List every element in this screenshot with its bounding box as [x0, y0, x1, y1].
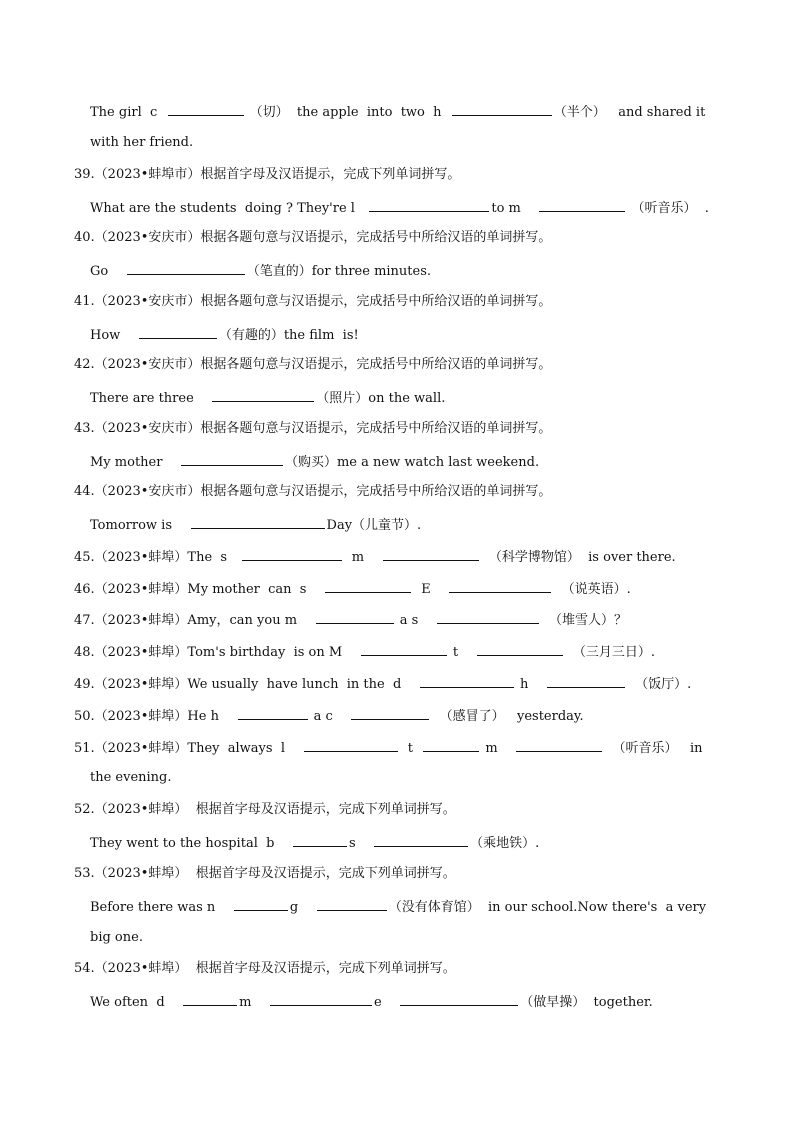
answer-blank[interactable]: [374, 833, 468, 847]
answer-blank[interactable]: [351, 706, 429, 720]
line-text: 48.（2023•蚌埠）Tom's birthday is on M: [74, 645, 359, 660]
question-line: [74, 674, 691, 692]
line-text: （做早操） together.: [520, 995, 653, 1010]
answer-blank[interactable]: [317, 897, 387, 911]
question-line: [74, 610, 627, 628]
line-text: s: [348, 836, 373, 851]
answer-blank[interactable]: [183, 992, 237, 1006]
question-header: [74, 801, 456, 819]
line-text: t: [399, 741, 422, 756]
line-text: Before there was n: [90, 900, 232, 915]
question-line: [74, 579, 631, 597]
line-text: My mother: [90, 455, 179, 470]
line-text: t: [448, 645, 475, 660]
line-text: （饭厅）.: [626, 677, 692, 692]
line-text: （购买）me a new watch last weekend.: [284, 455, 540, 470]
answer-blank[interactable]: [449, 579, 551, 593]
line-text: （照片）on the wall.: [316, 391, 446, 406]
question-header: [74, 356, 551, 374]
line-text: They went to the hospital b: [90, 836, 291, 851]
line-text: （半个） and shared it: [553, 105, 706, 120]
exercise-line: [90, 769, 172, 787]
line-text: 49.（2023•蚌埠）We usually have lunch in the d: [74, 677, 418, 692]
line-text: 40.（2023•安庆市）根据各题句意与汉语提示，完成括号中所给汉语的单词拼写。: [74, 230, 552, 245]
line-text: the evening.: [90, 770, 172, 785]
question-header: [74, 865, 456, 883]
exercise-line: [90, 134, 193, 152]
exercise-line: [90, 452, 539, 470]
question-line: [74, 547, 676, 565]
line-text: 42.（2023•安庆市）根据各题句意与汉语提示，完成括号中所给汉语的单词拼写。: [74, 357, 552, 372]
line-text: m: [343, 550, 381, 565]
answer-blank[interactable]: [539, 198, 625, 212]
exercise-line: [90, 198, 709, 216]
line-text: h: [515, 677, 545, 692]
answer-blank[interactable]: [369, 198, 489, 212]
line-text: （感冒了） yesterday.: [431, 709, 584, 724]
answer-blank[interactable]: [304, 738, 398, 752]
question-line: [74, 738, 703, 756]
line-text: m: [481, 741, 515, 756]
line-text: 43.（2023•安庆市）根据各题句意与汉语提示，完成括号中所给汉语的单词拼写。: [74, 421, 552, 436]
line-text: 53.（2023•蚌埠） 根据首字母及汉语提示，完成下列单词拼写。: [74, 866, 456, 881]
answer-blank[interactable]: [293, 833, 347, 847]
answer-blank[interactable]: [516, 738, 602, 752]
exercise-line: [90, 388, 445, 406]
line-text: （听音乐） .: [627, 201, 709, 216]
line-text: Tomorrow is: [90, 518, 189, 533]
question-header: [74, 960, 456, 978]
line-text: big one.: [90, 930, 143, 945]
answer-blank[interactable]: [181, 452, 283, 466]
line-text: （切） the apple into two h: [245, 105, 450, 120]
line-text: （堆雪人）？: [540, 613, 628, 628]
line-text: Day（儿童节）.: [326, 518, 422, 533]
exercise-line: [90, 992, 653, 1010]
answer-blank[interactable]: [420, 674, 514, 688]
exercise-line: [90, 929, 143, 947]
line-text: 50.（2023•蚌埠）He h: [74, 709, 236, 724]
line-text: 47.（2023•蚌埠）Amy，can you m: [74, 613, 314, 628]
line-text: a s: [395, 613, 435, 628]
line-text: Go: [90, 264, 125, 279]
line-text: e: [374, 995, 399, 1010]
question-header: [74, 483, 551, 501]
line-text: （没有体育馆） in our school.Now there's a very: [388, 900, 707, 915]
line-text: There are three: [90, 391, 211, 406]
question-line: [74, 642, 655, 660]
exercise-line: [90, 833, 539, 851]
answer-blank[interactable]: [361, 642, 447, 656]
line-text: to m: [491, 201, 538, 216]
line-text: （说英语）.: [553, 582, 631, 597]
line-text: How: [90, 328, 137, 343]
line-text: m: [239, 995, 269, 1010]
question-header: [74, 229, 551, 247]
exercise-line: [90, 261, 431, 279]
question-line: [74, 706, 584, 724]
line-text: 39.（2023•蚌埠市）根据首字母及汉语提示，完成下列单词拼写。: [74, 167, 461, 182]
line-text: a c: [309, 709, 350, 724]
answer-blank[interactable]: [325, 579, 411, 593]
answer-blank[interactable]: [191, 515, 325, 529]
answer-blank[interactable]: [212, 388, 314, 402]
question-header: [74, 166, 460, 184]
answer-blank[interactable]: [234, 897, 288, 911]
line-text: （有趣的）the film is!: [218, 328, 359, 343]
line-text: 45.（2023•蚌埠）The s: [74, 550, 240, 565]
answer-blank[interactable]: [316, 610, 394, 624]
answer-blank[interactable]: [242, 547, 342, 561]
line-text: （乘地铁）.: [470, 836, 540, 851]
line-text: 52.（2023•蚌埠） 根据首字母及汉语提示，完成下列单词拼写。: [74, 802, 456, 817]
line-text: 44.（2023•安庆市）根据各题句意与汉语提示，完成括号中所给汉语的单词拼写。: [74, 484, 552, 499]
answer-blank[interactable]: [168, 102, 244, 116]
answer-blank[interactable]: [477, 642, 563, 656]
line-text: g: [289, 900, 315, 915]
line-text: （三月三日）.: [564, 645, 656, 660]
line-text: E: [413, 582, 448, 597]
line-text: 41.（2023•安庆市）根据各题句意与汉语提示，完成括号中所给汉语的单词拼写。: [74, 294, 552, 309]
exercise-line: [90, 515, 421, 533]
answer-blank[interactable]: [383, 547, 479, 561]
answer-blank[interactable]: [400, 992, 518, 1006]
answer-blank[interactable]: [238, 706, 308, 720]
line-text: 54.（2023•蚌埠） 根据首字母及汉语提示，完成下列单词拼写。: [74, 961, 456, 976]
exercise-line: [90, 325, 359, 343]
line-text: （科学博物馆） is over there.: [480, 550, 676, 565]
answer-blank[interactable]: [423, 738, 479, 752]
exercise-line: [90, 102, 705, 120]
question-header: [74, 420, 551, 438]
line-text: （听音乐） in: [604, 741, 703, 756]
line-text: （笔直的）for three minutes.: [246, 264, 432, 279]
exercise-line: [90, 897, 706, 915]
line-text: with her friend.: [90, 135, 194, 150]
answer-blank[interactable]: [452, 102, 552, 116]
answer-blank[interactable]: [437, 610, 539, 624]
answer-blank[interactable]: [139, 325, 217, 339]
line-text: 46.（2023•蚌埠）My mother can s: [74, 582, 324, 597]
line-text: We often d: [90, 995, 182, 1010]
question-header: [74, 293, 551, 311]
answer-blank[interactable]: [127, 261, 245, 275]
line-text: 51.（2023•蚌埠）They always l: [74, 741, 302, 756]
answer-blank[interactable]: [270, 992, 372, 1006]
line-text: The girl c: [90, 105, 166, 120]
answer-blank[interactable]: [547, 674, 625, 688]
line-text: What are the students doing ? They're l: [90, 201, 368, 216]
